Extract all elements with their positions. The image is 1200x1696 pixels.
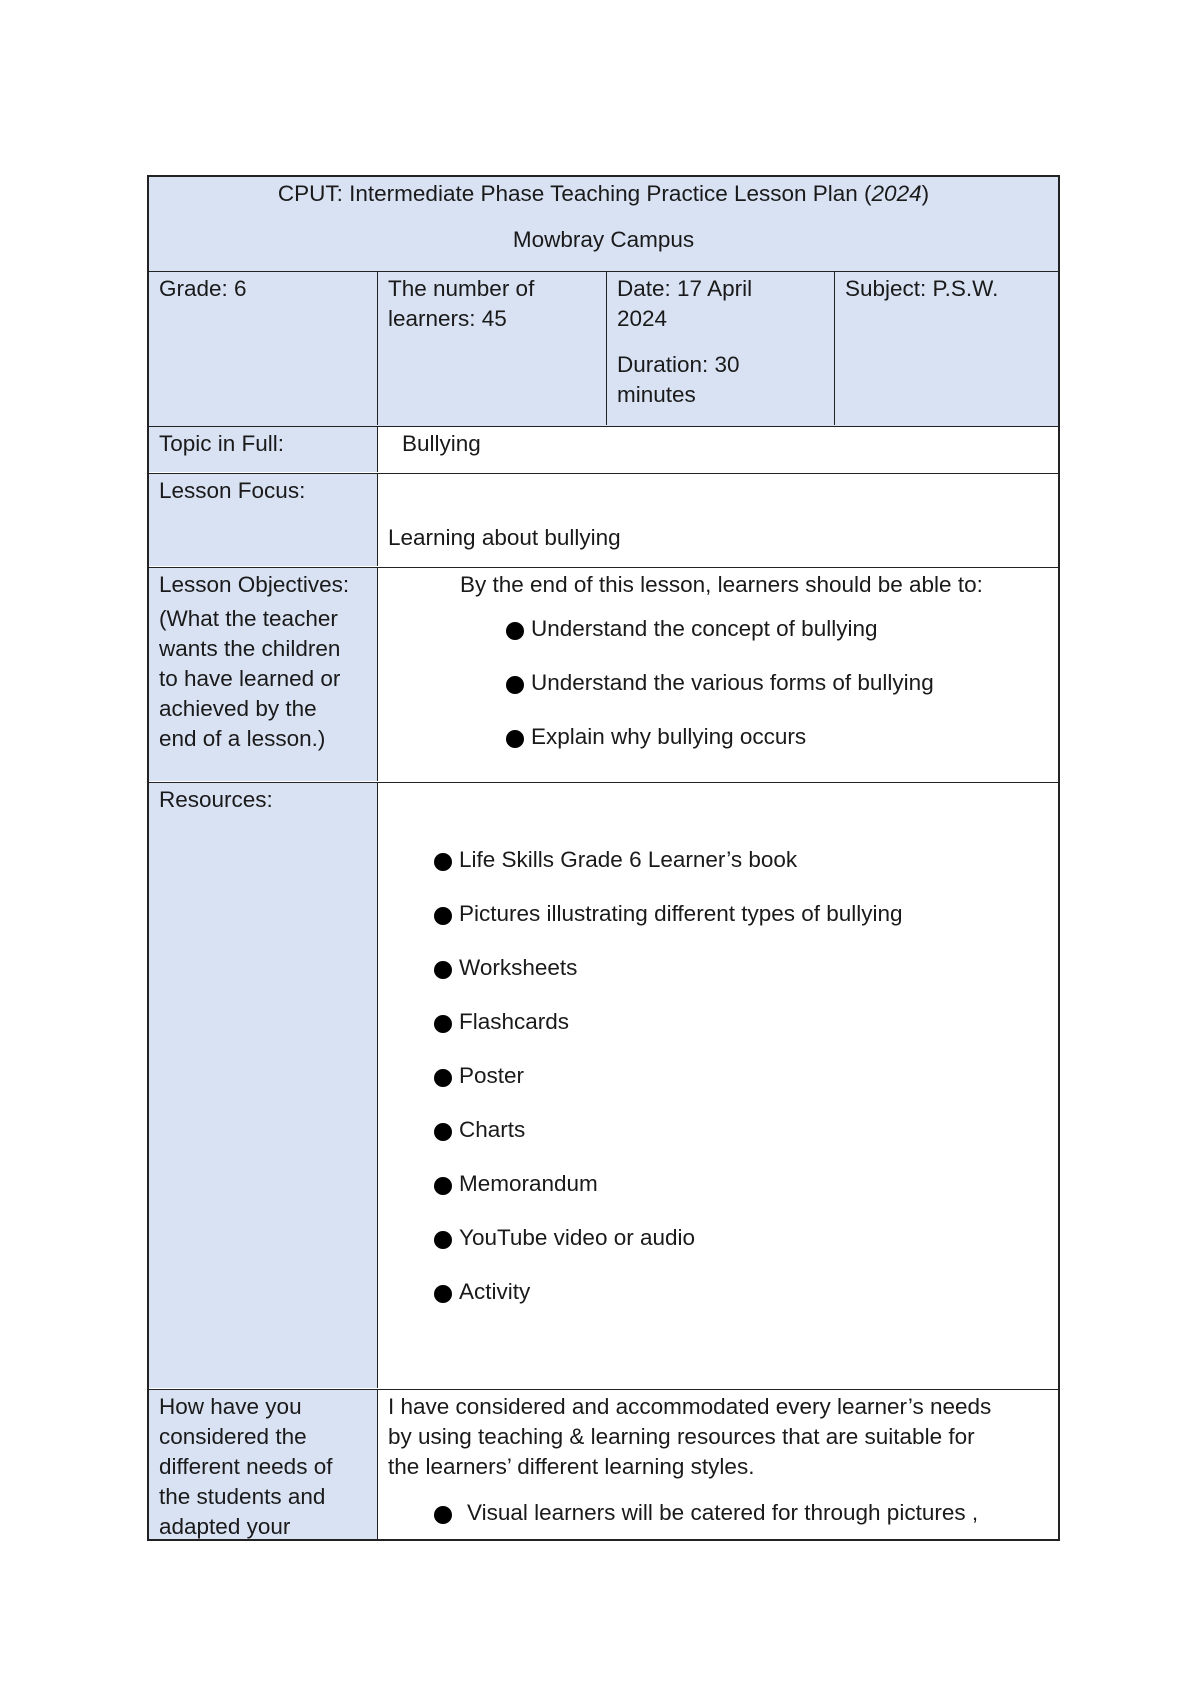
objectives-row	[149, 568, 1058, 783]
lesson-plan-table	[147, 175, 1060, 1541]
learners-line-2: learners: 45	[388, 306, 507, 331]
bullet-icon	[434, 961, 452, 979]
resources-label-cell	[149, 783, 377, 1388]
list-item: YouTube video or audio	[388, 1223, 1048, 1277]
resources-row	[149, 783, 1058, 1390]
list-item: Pictures illustrating different types of bullying	[388, 899, 1048, 953]
topic-value: Bullying	[402, 431, 481, 456]
list-item: Understand the various forms of bullying	[388, 668, 1048, 722]
bullet-icon	[434, 907, 452, 925]
bullet-icon	[434, 853, 452, 871]
plan-year: 2024	[871, 181, 922, 206]
grade-cell	[149, 274, 377, 429]
list-item: Charts	[388, 1115, 1048, 1169]
subject-cell	[834, 272, 1058, 425]
focus-value: Learning about bullying	[388, 525, 621, 550]
duration-line-1: Duration: 30	[617, 352, 740, 377]
resources-label: Resources:	[159, 787, 273, 812]
header-cell	[149, 179, 1058, 255]
bullet-icon	[434, 1123, 452, 1141]
resources-content-cell	[377, 783, 1058, 1388]
needs-list	[388, 1498, 1048, 1528]
list-item: Flashcards	[388, 1007, 1048, 1061]
plan-title: CPUT: Intermediate Phase Teaching Practice Lesson Plan (2024)	[277, 181, 930, 206]
needs-row	[149, 1390, 1058, 1539]
list-item: Visual learners will be catered for through pictures ,	[388, 1498, 1048, 1528]
objectives-list	[388, 614, 1048, 776]
bullet-icon	[434, 1506, 452, 1524]
bullet-icon	[434, 1285, 452, 1303]
resources-list	[388, 845, 1048, 1331]
list-item: Poster	[388, 1061, 1048, 1115]
objectives-label: Lesson Objectives:	[159, 572, 350, 597]
needs-content-cell: I have considered and accommodated every learner’s needs by using teaching & learning resources that are suitable for the learners’ different learning styles. Visual learners will be catered for through pictures ,	[377, 1390, 1058, 1539]
date-line-2: 2024	[617, 306, 668, 331]
learners-cell	[377, 272, 606, 425]
bullet-icon	[434, 1069, 452, 1087]
focus-value-cell	[377, 474, 1058, 566]
bullet-icon	[506, 730, 524, 748]
info-row	[149, 272, 1058, 427]
list-item: Life Skills Grade 6 Learner’s book	[388, 845, 1048, 899]
bullet-icon	[506, 676, 524, 694]
focus-row	[149, 474, 1058, 568]
list-item: Worksheets	[388, 953, 1048, 1007]
topic-label-cell	[149, 427, 377, 472]
date-cell	[606, 272, 834, 425]
date-line-1: Date: 17 April	[617, 276, 753, 301]
list-item: Activity	[388, 1277, 1048, 1331]
objectives-intro: By the end of this lesson, learners should be able to:	[460, 572, 983, 597]
objectives-label-cell	[149, 568, 377, 781]
list-item: Memorandum	[388, 1169, 1048, 1223]
bullet-icon	[434, 1015, 452, 1033]
learners-line-1: The number of	[388, 276, 535, 301]
objectives-note: (What the teacher wants the children to have learned or achieved by the end of a lesson.)	[159, 606, 341, 751]
campus-name: Mowbray Campus	[512, 227, 695, 252]
topic-label: Topic in Full:	[159, 431, 285, 456]
topic-row	[149, 427, 1058, 474]
bullet-icon	[434, 1177, 452, 1195]
focus-label-cell	[149, 474, 377, 566]
objectives-content-cell	[377, 568, 1058, 781]
list-item: Understand the concept of bullying	[388, 614, 1048, 668]
topic-value-cell	[377, 427, 1058, 472]
list-item: Explain why bullying occurs	[388, 722, 1048, 776]
duration-line-2: minutes	[617, 382, 696, 407]
header-row	[149, 177, 1058, 272]
bullet-icon	[506, 622, 524, 640]
needs-label-cell: How have you considered the different needs of the students and adapted your	[149, 1390, 377, 1539]
subject: Subject: P.S.W.	[845, 276, 999, 301]
focus-label: Lesson Focus:	[159, 478, 306, 503]
bullet-icon	[434, 1231, 452, 1249]
grade: Grade: 6	[159, 276, 247, 301]
